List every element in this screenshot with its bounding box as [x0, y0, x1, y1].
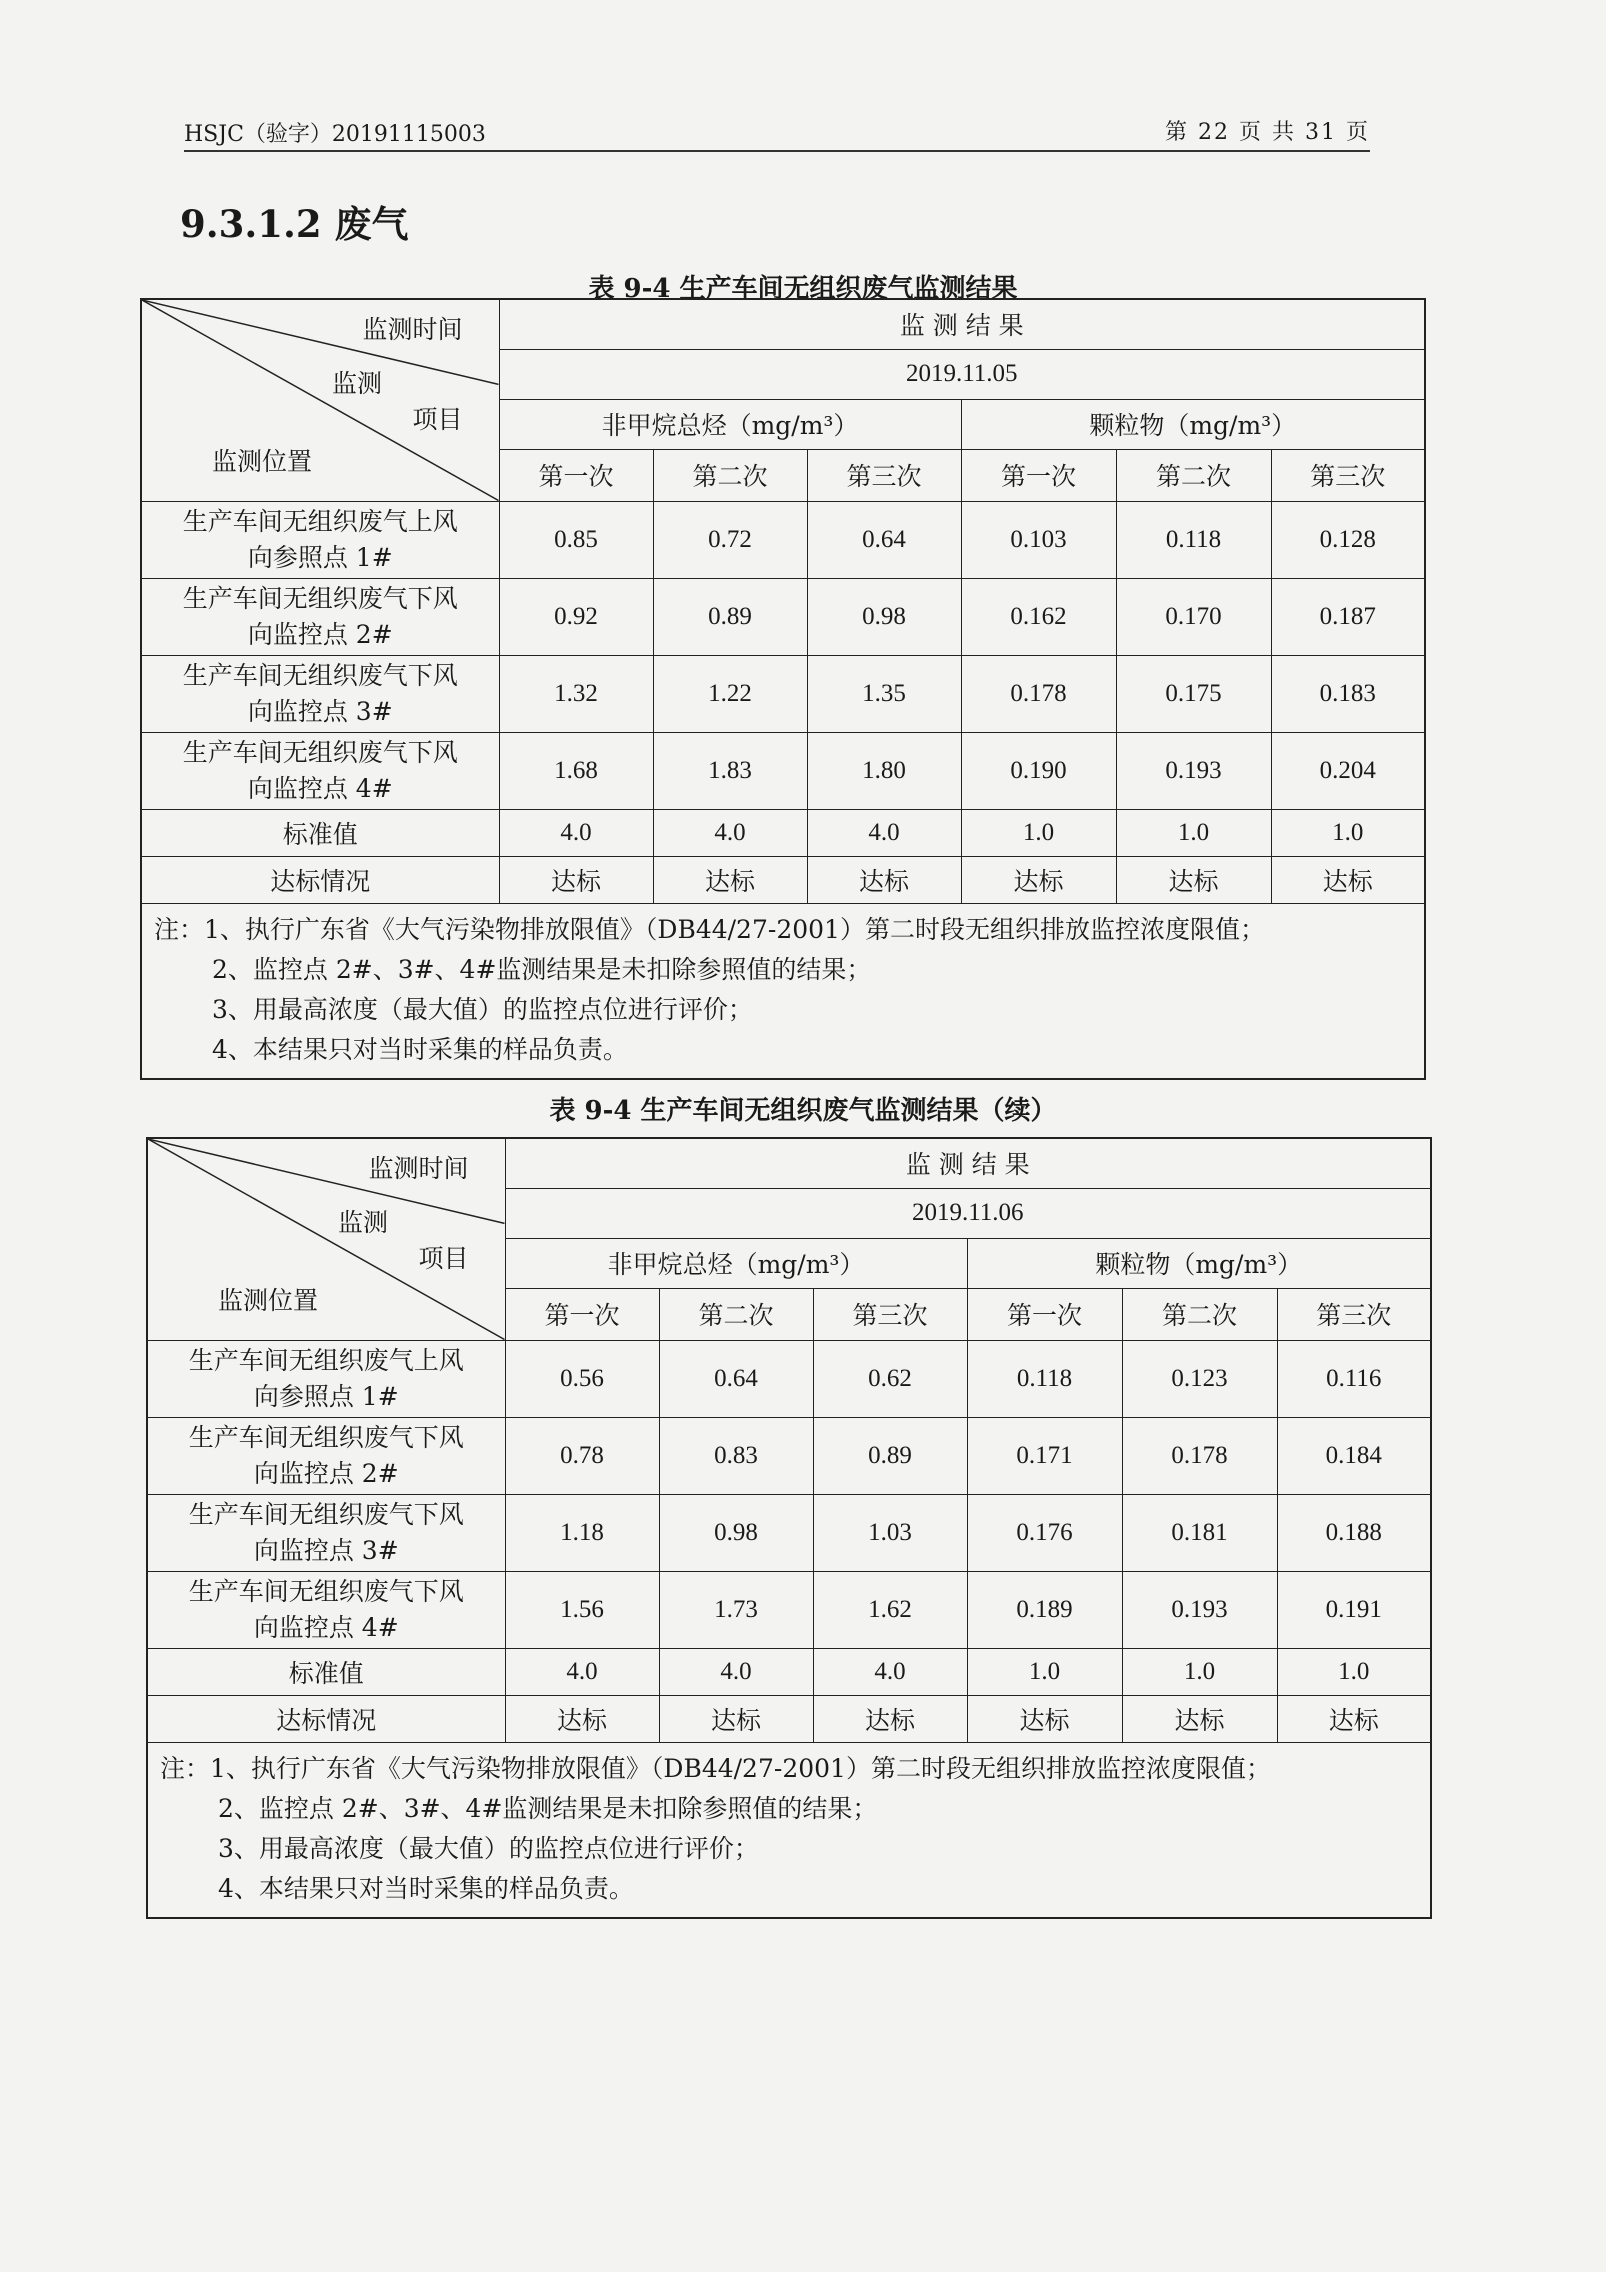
param-particulate: 颗粒物（mg/m³）: [967, 1238, 1431, 1288]
location-line: 生产车间无组织废气下风: [188, 1499, 464, 1529]
location-cell: [141, 732, 499, 809]
standard-value: 4.0: [807, 809, 961, 856]
run-header: 第三次: [807, 449, 961, 501]
standard-label: 标准值: [141, 809, 499, 856]
header-corner-cell: [141, 299, 499, 501]
value-cell: 1.62: [813, 1571, 967, 1648]
value-cell: 0.188: [1277, 1494, 1431, 1571]
compliance-value: 达标: [813, 1695, 967, 1742]
table-row: [147, 1417, 1431, 1494]
value-cell: 0.191: [1277, 1571, 1431, 1648]
note-line: 4、本结果只对当时采集的样品负责。: [212, 1034, 628, 1064]
value-cell: 0.83: [659, 1417, 813, 1494]
document-number: HSJC（验字）20191115003: [184, 122, 486, 147]
note-line: 2、监控点 2#、3#、4#监测结果是未扣除参照值的结果；: [218, 1793, 878, 1823]
run-header: 第三次: [1271, 449, 1425, 501]
value-cell: 1.35: [807, 655, 961, 732]
compliance-value: 达标: [967, 1695, 1122, 1742]
table-row: [141, 732, 1425, 809]
run-header: 第一次: [505, 1288, 659, 1340]
table-row: [141, 655, 1425, 732]
compliance-label: 达标情况: [141, 856, 499, 903]
location-cell: [147, 1417, 505, 1494]
location-line: 向监控点 4#: [247, 773, 393, 803]
location-line: 向监控点 2#: [253, 1458, 399, 1488]
corner-label-item: 项目: [418, 1244, 469, 1273]
value-cell: 0.170: [1116, 578, 1271, 655]
table-row: [147, 1571, 1431, 1648]
location-cell: [147, 1494, 505, 1571]
value-cell: 0.176: [967, 1494, 1122, 1571]
run-header: 第三次: [813, 1288, 967, 1340]
value-cell: 0.193: [1122, 1571, 1277, 1648]
run-header: 第一次: [967, 1288, 1122, 1340]
section-title: 9.3.1.2 废气: [180, 202, 409, 246]
standard-value: 1.0: [967, 1648, 1122, 1695]
value-cell: 0.181: [1122, 1494, 1277, 1571]
value-cell: 1.83: [653, 732, 807, 809]
compliance-value: 达标: [1277, 1695, 1431, 1742]
value-cell: 0.92: [499, 578, 653, 655]
value-cell: 0.78: [505, 1417, 659, 1494]
value-cell: 1.03: [813, 1494, 967, 1571]
standard-value: 4.0: [499, 809, 653, 856]
table-row: [141, 578, 1425, 655]
location-cell: [147, 1340, 505, 1417]
value-cell: 0.64: [807, 501, 961, 578]
value-cell: 0.204: [1271, 732, 1425, 809]
compliance-row: [147, 1695, 1431, 1742]
value-cell: 0.89: [653, 578, 807, 655]
value-cell: 0.178: [961, 655, 1116, 732]
compliance-label: 达标情况: [147, 1695, 505, 1742]
table-caption-1: 表 9-4 生产车间无组织废气监测结果: [588, 274, 1018, 304]
value-cell: 0.123: [1122, 1340, 1277, 1417]
value-cell: 0.118: [1116, 501, 1271, 578]
run-header: 第一次: [499, 449, 653, 501]
standard-value: 1.0: [1122, 1648, 1277, 1695]
location-line: 生产车间无组织废气下风: [182, 583, 458, 613]
note-line: 3、用最高浓度（最大值）的监控点位进行评价；: [212, 994, 753, 1024]
location-cell: [147, 1571, 505, 1648]
note-line: 注：1、执行广东省《大气污染物排放限值》（DB44/27-2001）第二时段无组织排放监控浓度限值；: [160, 1753, 1271, 1783]
standard-value: 1.0: [1277, 1648, 1431, 1695]
location-line: 生产车间无组织废气下风: [182, 660, 458, 690]
value-cell: 0.103: [961, 501, 1116, 578]
location-line: 生产车间无组织废气下风: [188, 1576, 464, 1606]
note-line: 注：1、执行广东省《大气污染物排放限值》（DB44/27-2001）第二时段无组织排放监控浓度限值；: [154, 914, 1265, 944]
run-header: 第二次: [1116, 449, 1271, 501]
value-cell: 1.56: [505, 1571, 659, 1648]
param-particulate: 颗粒物（mg/m³）: [961, 399, 1425, 449]
location-cell: [141, 655, 499, 732]
standard-row: [147, 1648, 1431, 1695]
location-line: 向参照点 1#: [253, 1381, 399, 1411]
value-cell: 0.178: [1122, 1417, 1277, 1494]
compliance-value: 达标: [499, 856, 653, 903]
location-line: 向参照点 1#: [247, 542, 393, 572]
note-line: 2、监控点 2#、3#、4#监测结果是未扣除参照值的结果；: [212, 954, 872, 984]
page-number: 第 22 页 共 31 页: [1165, 120, 1370, 145]
corner-label-location: 监测位置: [218, 1286, 319, 1315]
standard-value: 4.0: [505, 1648, 659, 1695]
value-cell: 0.187: [1271, 578, 1425, 655]
value-cell: 0.184: [1277, 1417, 1431, 1494]
value-cell: 0.85: [499, 501, 653, 578]
compliance-value: 达标: [1271, 856, 1425, 903]
value-cell: 0.128: [1271, 501, 1425, 578]
note-line: 3、用最高浓度（最大值）的监控点位进行评价；: [218, 1833, 759, 1863]
location-cell: [141, 578, 499, 655]
standard-row: [141, 809, 1425, 856]
corner-label-location: 监测位置: [212, 447, 313, 476]
results-table-1: [140, 298, 1426, 1080]
standard-value: 1.0: [1271, 809, 1425, 856]
compliance-value: 达标: [1122, 1695, 1277, 1742]
value-cell: 0.116: [1277, 1340, 1431, 1417]
value-cell: 0.64: [659, 1340, 813, 1417]
standard-value: 4.0: [813, 1648, 967, 1695]
value-cell: 0.175: [1116, 655, 1271, 732]
run-header: 第三次: [1277, 1288, 1431, 1340]
corner-label-time: 监测时间: [368, 1154, 469, 1183]
note-line: 4、本结果只对当时采集的样品负责。: [218, 1873, 634, 1903]
table-row: [147, 1494, 1431, 1571]
run-header: 第二次: [659, 1288, 813, 1340]
location-line: 生产车间无组织废气下风: [182, 737, 458, 767]
value-cell: 0.98: [659, 1494, 813, 1571]
value-cell: 0.193: [1116, 732, 1271, 809]
value-cell: 1.32: [499, 655, 653, 732]
value-cell: 1.18: [505, 1494, 659, 1571]
results-table-2: [146, 1137, 1432, 1919]
location-line: 向监控点 3#: [247, 696, 393, 726]
value-cell: 0.98: [807, 578, 961, 655]
value-cell: 1.73: [659, 1571, 813, 1648]
value-cell: 0.89: [813, 1417, 967, 1494]
location-line: 生产车间无组织废气上风: [182, 506, 458, 536]
monitor-date: 2019.11.05: [499, 349, 1425, 399]
standard-value: 1.0: [1116, 809, 1271, 856]
compliance-value: 达标: [659, 1695, 813, 1742]
value-cell: 1.80: [807, 732, 961, 809]
location-line: 向监控点 4#: [253, 1612, 399, 1642]
compliance-value: 达标: [653, 856, 807, 903]
table-row: [147, 1340, 1431, 1417]
value-cell: 1.68: [499, 732, 653, 809]
value-cell: 0.56: [505, 1340, 659, 1417]
run-header: 第二次: [1122, 1288, 1277, 1340]
standard-value: 4.0: [659, 1648, 813, 1695]
location-cell: [141, 501, 499, 578]
run-header: 第一次: [961, 449, 1116, 501]
compliance-row: [141, 856, 1425, 903]
param-nmhc: 非甲烷总烃（mg/m³）: [499, 399, 961, 449]
value-cell: 0.72: [653, 501, 807, 578]
table-notes: [147, 1742, 1431, 1918]
param-nmhc: 非甲烷总烃（mg/m³）: [505, 1238, 967, 1288]
table-caption-2: 表 9-4 生产车间无组织废气监测结果（续）: [549, 1096, 1057, 1126]
corner-label-item: 项目: [412, 405, 463, 434]
value-cell: 0.118: [967, 1340, 1122, 1417]
run-header: 第二次: [653, 449, 807, 501]
corner-label-monitor: 监测: [338, 1208, 389, 1237]
location-line: 生产车间无组织废气上风: [188, 1345, 464, 1375]
table-row: [141, 501, 1425, 578]
value-cell: 0.183: [1271, 655, 1425, 732]
corner-label-monitor: 监测: [332, 369, 383, 398]
value-cell: 0.162: [961, 578, 1116, 655]
result-title: 监 测 结 果: [505, 1138, 1431, 1188]
value-cell: 0.190: [961, 732, 1116, 809]
compliance-value: 达标: [961, 856, 1116, 903]
result-title: 监 测 结 果: [499, 299, 1425, 349]
location-line: 向监控点 3#: [253, 1535, 399, 1565]
header-corner-cell: [147, 1138, 505, 1340]
page-header: [184, 110, 1370, 152]
table-notes: [141, 903, 1425, 1079]
value-cell: 0.171: [967, 1417, 1122, 1494]
standard-value: 1.0: [961, 809, 1116, 856]
corner-label-time: 监测时间: [362, 315, 463, 344]
compliance-value: 达标: [1116, 856, 1271, 903]
standard-value: 4.0: [653, 809, 807, 856]
value-cell: 0.189: [967, 1571, 1122, 1648]
value-cell: 1.22: [653, 655, 807, 732]
location-line: 向监控点 2#: [247, 619, 393, 649]
location-line: 生产车间无组织废气下风: [188, 1422, 464, 1452]
value-cell: 0.62: [813, 1340, 967, 1417]
compliance-value: 达标: [505, 1695, 659, 1742]
standard-label: 标准值: [147, 1648, 505, 1695]
monitor-date: 2019.11.06: [505, 1188, 1431, 1238]
compliance-value: 达标: [807, 856, 961, 903]
